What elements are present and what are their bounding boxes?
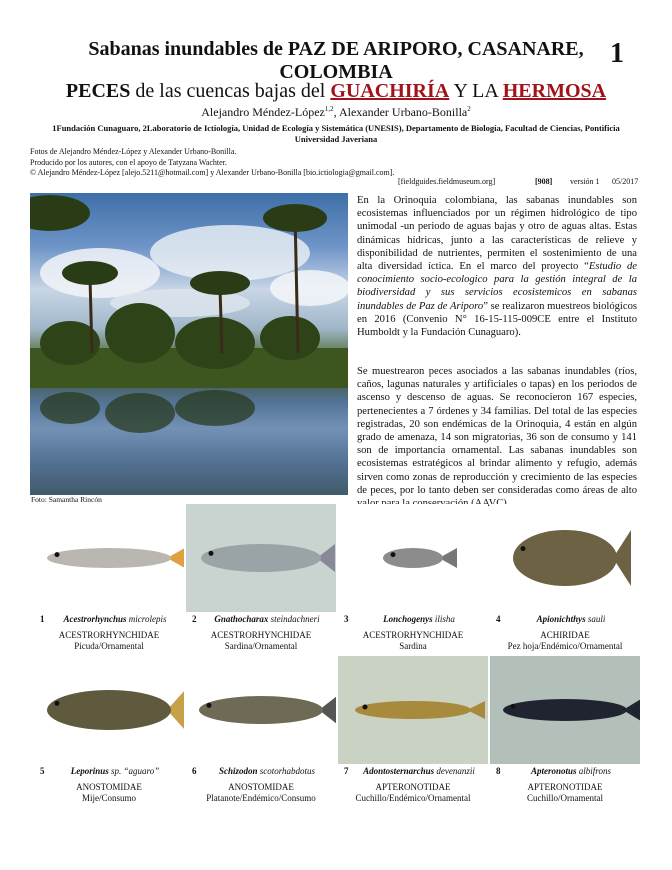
fish-photo-2 xyxy=(186,504,336,612)
title-line-1: Sabanas inundables de PAZ DE ARIPORO, CASANARE, xyxy=(88,38,584,60)
species-number: 3 xyxy=(344,614,349,624)
species-family: APTERONOTIDAE xyxy=(527,782,603,792)
fish-photo-6 xyxy=(186,656,336,764)
species-name xyxy=(490,614,640,625)
species-epithet: sp. “aguaro” xyxy=(108,766,160,776)
species-genus: Gnathocharax xyxy=(214,614,269,624)
species-use: Sardina/Ornamental xyxy=(224,641,298,651)
species-epithet: devenanzii xyxy=(434,766,475,776)
species-epithet: sauli xyxy=(585,614,606,624)
species-name xyxy=(34,614,184,625)
photo-credit: Foto: Samantha Rincón xyxy=(31,495,102,504)
species-name xyxy=(186,614,336,625)
species-number: 4 xyxy=(496,614,501,624)
species-use: Picuda/Ornamental xyxy=(74,641,144,651)
species-caption-5 xyxy=(34,766,184,804)
affiliation: 1Fundación Cunaguaro, 2Laboratorio de Ictiología, Unidad de Ecología y Sistemática (UNESIS), Departamento de Biología, Facultad de Ciencias, Pontificia Universidad Javeriana xyxy=(52,123,620,144)
species-epithet: microlepis xyxy=(126,614,167,624)
intro-paragraph-2: Se muestrearon peces asociados a las sabanas inundables (ríos, caños, lagunas naturales y artificiales o tapas) en los periodos de ascenso y descenso de aguas. Se reconocieron 167 especies, pertenecientes a 7 órdenes y 34 familias. Del total de las especies registradas, 20 son endémicas de la Orinoquia, 4 están en algún grado de amenaza, 14 son migratorias, 36 son de consumo y 141 son de importancia ornamental. Las sabanas inundables son ecosistemas estratégicos al brindar alimento y refugio, además sirven como zonas de reproducción y crecimiento de las especies de peces, por lo tanto deben ser consideradas como áreas de alto xyxy=(357,366,637,496)
fish-icon xyxy=(490,504,640,612)
author-2: , Alexander Urbano-Bonilla xyxy=(333,105,468,119)
species-family: ANOSTOMIDAE xyxy=(228,782,294,792)
species-epithet: albifrons xyxy=(576,766,611,776)
fish-photo-7 xyxy=(338,656,488,764)
species-use: Sardina xyxy=(399,641,427,651)
species-family: ACESTRORHYNCHIDAE xyxy=(210,630,312,640)
species-family: APTERONOTIDAE xyxy=(375,782,451,792)
page-title xyxy=(60,38,612,84)
version: versión 1 xyxy=(570,177,600,186)
species-genus: Acestrorhynchus xyxy=(63,614,127,624)
fish-icon xyxy=(338,656,488,764)
credits xyxy=(30,147,394,179)
species-caption-4 xyxy=(490,614,640,652)
subtitle-peces: PECES xyxy=(65,80,131,102)
intro-p1-b: ” se realizaron muestreos biológicos en 2016 (Convenio N° 16-15-115-009CE entre el Instituto Humboldt y la Fundación Cunaguaro). xyxy=(357,300,637,339)
fish-icon xyxy=(34,656,184,764)
species-family: ANOSTOMIDAE xyxy=(76,782,142,792)
species-family: ACESTRORHYNCHIDAE xyxy=(362,630,464,640)
species-number: 2 xyxy=(192,614,197,624)
date: 05/2017 xyxy=(612,177,639,186)
author-1: Alejandro Méndez-López xyxy=(201,105,325,119)
intro-p1-a: En la Orinoquia colombiana, las sabanas inundables son ecosistemas influenciados por un régimen hidrológico de tipo unimodal -un periodo de aguas bajas y otro de aguas altas. Estas dinámicas hídricas, junto a las características de relieve y disponibilidad de nutrientes, permiten el sostenimiento de una alta diversidad íctica. En el marco del proyecto “ xyxy=(357,195,637,273)
species-use: Cuchillo/Ornamental xyxy=(527,793,603,803)
species-number: 5 xyxy=(40,766,45,776)
fish-icon xyxy=(338,504,488,612)
species-caption-6 xyxy=(186,766,336,804)
fish-photo-8 xyxy=(490,656,640,764)
species-genus: Lonchogenys xyxy=(383,614,433,624)
river-guachiria: GUACHIRÍA xyxy=(330,80,450,102)
species-epithet: steindachneri xyxy=(268,614,320,624)
fish-icon xyxy=(34,504,184,612)
species-name xyxy=(490,766,640,777)
main-photo-savanna xyxy=(30,193,348,495)
species-use: Cuchillo/Endémico/Ornamental xyxy=(355,793,471,803)
species-name xyxy=(34,766,184,777)
species-caption-8 xyxy=(490,766,640,804)
river-hermosa: HERMOSA xyxy=(502,80,607,102)
species-genus: Schizodon xyxy=(218,766,258,776)
fish-icon xyxy=(186,504,336,612)
species-genus: Apteronotus xyxy=(531,766,577,776)
species-family: ACHIRIDAE xyxy=(540,630,590,640)
author-1-affil: 1,2 xyxy=(324,105,334,113)
credit-line-produced: Producido por los autores, con el apoyo de Tatyzana Wachter. xyxy=(30,157,227,167)
credit-line-copyright: © Alejandro Méndez-López [alejo.5211@hotmail.com] y Alexander Urbano-Bonilla [bio.ictiologia@gmail.com]. xyxy=(30,168,395,177)
species-number: 7 xyxy=(344,766,349,776)
species-name xyxy=(338,614,488,625)
species-use: Mije/Consumo xyxy=(81,793,136,803)
species-caption-1 xyxy=(34,614,184,652)
page-number: 1 xyxy=(610,38,624,69)
species-genus: Adontosternarchus xyxy=(363,766,435,776)
guide-number: [908] xyxy=(535,177,553,186)
species-caption-7 xyxy=(338,766,488,804)
species-use: Pez hoja/Endémico/Ornamental xyxy=(507,641,623,651)
species-genus: Leporinus xyxy=(70,766,109,776)
site-url: [fieldguides.fieldmuseum.org] xyxy=(398,177,496,186)
subtitle-middle: de las cuencas bajas del xyxy=(130,80,331,102)
fish-photo-4 xyxy=(490,504,640,612)
fish-icon xyxy=(186,656,336,764)
fish-icon xyxy=(490,656,640,764)
fish-photo-1 xyxy=(34,504,184,612)
species-use: Platanote/Endémico/Consumo xyxy=(206,793,316,803)
fish-photo-5 xyxy=(34,656,184,764)
species-caption-2 xyxy=(186,614,336,652)
species-number: 1 xyxy=(40,614,45,624)
subtitle-and: Y LA xyxy=(449,80,503,102)
authors xyxy=(0,105,672,120)
species-number: 8 xyxy=(496,766,501,776)
species-caption-3 xyxy=(338,614,488,652)
project-title: Estudio de conocimiento socio-ecologico para la gestión integral de la biodiversidad y sus servicios ecosistemicos en sabanas inundables de Paz de Ariporo xyxy=(357,261,637,312)
author-2-affil: 2 xyxy=(467,105,471,113)
page-subtitle xyxy=(40,80,632,103)
intro-paragraph-1 xyxy=(357,194,637,339)
fish-photo-3 xyxy=(338,504,488,612)
species-epithet: scotorhabdotus xyxy=(257,766,316,776)
species-family: ACESTRORHYNCHIDAE xyxy=(58,630,160,640)
species-epithet: ilisha xyxy=(432,614,455,624)
title-line-2: COLOMBIA xyxy=(279,61,393,83)
species-number: 6 xyxy=(192,766,197,776)
species-genus: Apionichthys xyxy=(536,614,586,624)
species-name xyxy=(338,766,488,777)
savanna-illustration xyxy=(30,193,348,495)
credit-line-photos: Fotos de Alejandro Méndez-López y Alexander Urbano-Bonilla. xyxy=(30,147,237,156)
species-name xyxy=(186,766,336,777)
